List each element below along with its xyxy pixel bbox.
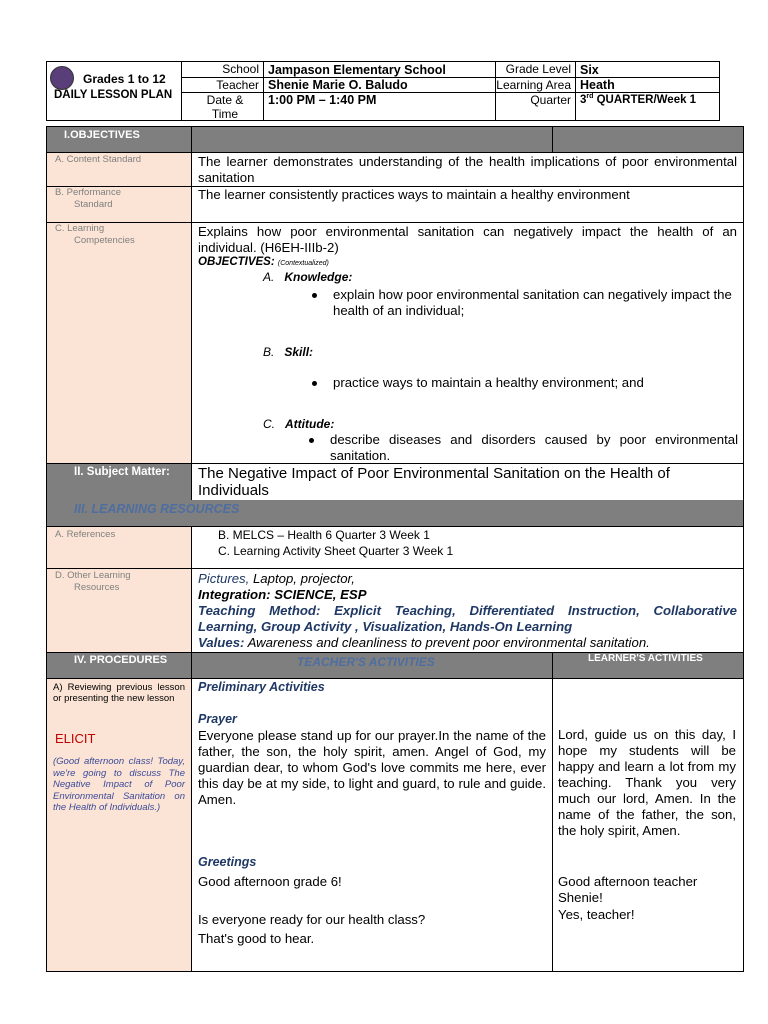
learner-greeting-1: Good afternoon teacher Shenie! — [558, 874, 698, 905]
learning-area-label: Learning Area — [496, 78, 571, 92]
other-resources-line: Pictures, Laptop, projector, — [198, 571, 355, 586]
date-value: 1:00 PM – 1:40 PM — [268, 93, 377, 107]
content-standard-text: The learner demonstrates understanding of the health implications of poor environmental sanitation — [198, 154, 737, 185]
greeting-2: Is everyone ready for our health class? — [198, 912, 426, 927]
greeting-1: Good afternoon grade 6! — [198, 874, 342, 889]
reference-1: B. MELCS – Health 6 Quarter 3 Week 1 — [218, 528, 430, 542]
learner-activities-heading: LEARNER'S ACTIVITIES — [588, 653, 703, 664]
procedures-heading-row — [47, 652, 743, 678]
greeting-3: That's good to hear. — [198, 931, 315, 946]
other-resources-label: D. Other Learning Resources — [55, 570, 131, 593]
attitude-item: describe diseases and disorders caused by poor environmental sanitation. — [330, 432, 738, 463]
teacher-activities-heading: TEACHER'S ACTIVITIES — [297, 655, 435, 669]
learning-resources-heading: III. LEARNING RESOURCES — [74, 502, 240, 516]
teaching-method: Teaching Method: Explicit Teaching, Differentiated Instruction, Collaborative Learning, Group Activity , Visualization, Hands-On Learning — [198, 603, 737, 634]
competency-text: Explains how poor environmental sanitation can negatively impact the health of an individual. (H6EH-IIIb-2) — [198, 224, 737, 255]
elicit-note: (Good afternoon class! Today, we're going to discuss The Negative Impact of Poor Environmental Sanitation on the Health of Individuals.) — [53, 756, 185, 813]
objectives-heading-row — [47, 127, 743, 152]
knowledge-item: explain how poor environmental sanitation can negatively impact the health of an individual; — [333, 287, 732, 318]
date-label: Date & Time — [206, 93, 244, 121]
grades-label: Grades 1 to 12 — [83, 72, 166, 86]
skill-heading: B. Skill: — [263, 345, 314, 359]
teacher-label: Teacher — [216, 78, 259, 92]
learning-resources-heading-row — [47, 500, 743, 526]
subject-matter-label: II. Subject Matter: — [74, 466, 170, 478]
quarter-label: Quarter — [530, 93, 571, 107]
greetings-title: Greetings — [198, 855, 257, 869]
daily-lesson-plan-label: DAILY LESSON PLAN — [54, 89, 173, 101]
learner-prayer: Lord, guide us on this day, I hope my students will be happy and learn a lot from my teaching. Thank you very much our lord, Amen. In the name of the father, the son, the holy spirit, Amen. — [558, 727, 736, 838]
integration-line: Integration: SCIENCE, ESP — [198, 587, 367, 602]
prayer-text: Everyone please stand up for our prayer.In the name of the father, the son, the holy spirit, amen. Angel of God, my guardian dear, to whom God's love commits me here, ever this day be at my side, to light and guard, to rule and guide. Amen. — [198, 728, 546, 807]
deped-seal-icon — [50, 66, 74, 90]
teacher-value: Shenie Marie O. Baludo — [268, 78, 408, 92]
values-line: Values: Awareness and cleanliness to prevent poor environmental sanitation. — [198, 635, 650, 650]
school-value: Jampason Elementary School — [268, 63, 446, 77]
attitude-heading: C. Attitude: — [263, 417, 335, 431]
bullet-icon — [312, 381, 317, 386]
grade-level-label: Grade Level — [505, 62, 571, 76]
performance-standard-text: The learner consistently practices ways to maintain a healthy environment — [198, 187, 630, 202]
references-label: A. References — [55, 529, 116, 540]
bullet-icon — [312, 293, 317, 298]
performance-standard-label: B. Performance Standard — [55, 187, 121, 210]
lesson-table — [46, 126, 744, 972]
elicit-label: ELICIT — [55, 731, 96, 746]
bullet-icon — [309, 438, 314, 443]
skill-item: practice ways to maintain a healthy environment; and — [333, 375, 644, 390]
procedures-heading: IV. PROCEDURES — [74, 654, 168, 666]
subject-matter-text: The Negative Impact of Poor Environmental Sanitation on the Health of Individuals — [198, 465, 670, 499]
content-standard-label: A. Content Standard — [55, 154, 142, 165]
learner-greeting-2: Yes, teacher! — [558, 907, 635, 922]
grade-level-value: Six — [580, 63, 599, 77]
reference-2: C. Learning Activity Sheet Quarter 3 Week 1 — [218, 544, 454, 558]
prayer-title: Prayer — [198, 712, 237, 726]
objectives-heading: I.OBJECTIVES — [64, 129, 140, 141]
learning-area-value: Heath — [580, 78, 615, 92]
preliminary-activities: Preliminary Activities — [198, 680, 325, 694]
quarter-value: 3rd QUARTER/Week 1 — [580, 93, 697, 106]
school-label: School — [222, 62, 259, 76]
learning-competencies-label: C. Learning Competencies — [55, 223, 135, 246]
subject-matter-label-cell — [47, 464, 191, 500]
knowledge-heading: A. Knowledge: — [263, 270, 353, 284]
header-table — [46, 61, 720, 121]
review-text: A) Reviewing previous lesson or presenting the new lesson — [53, 682, 185, 704]
objectives-title: OBJECTIVES: (Contextualized) — [198, 256, 329, 268]
